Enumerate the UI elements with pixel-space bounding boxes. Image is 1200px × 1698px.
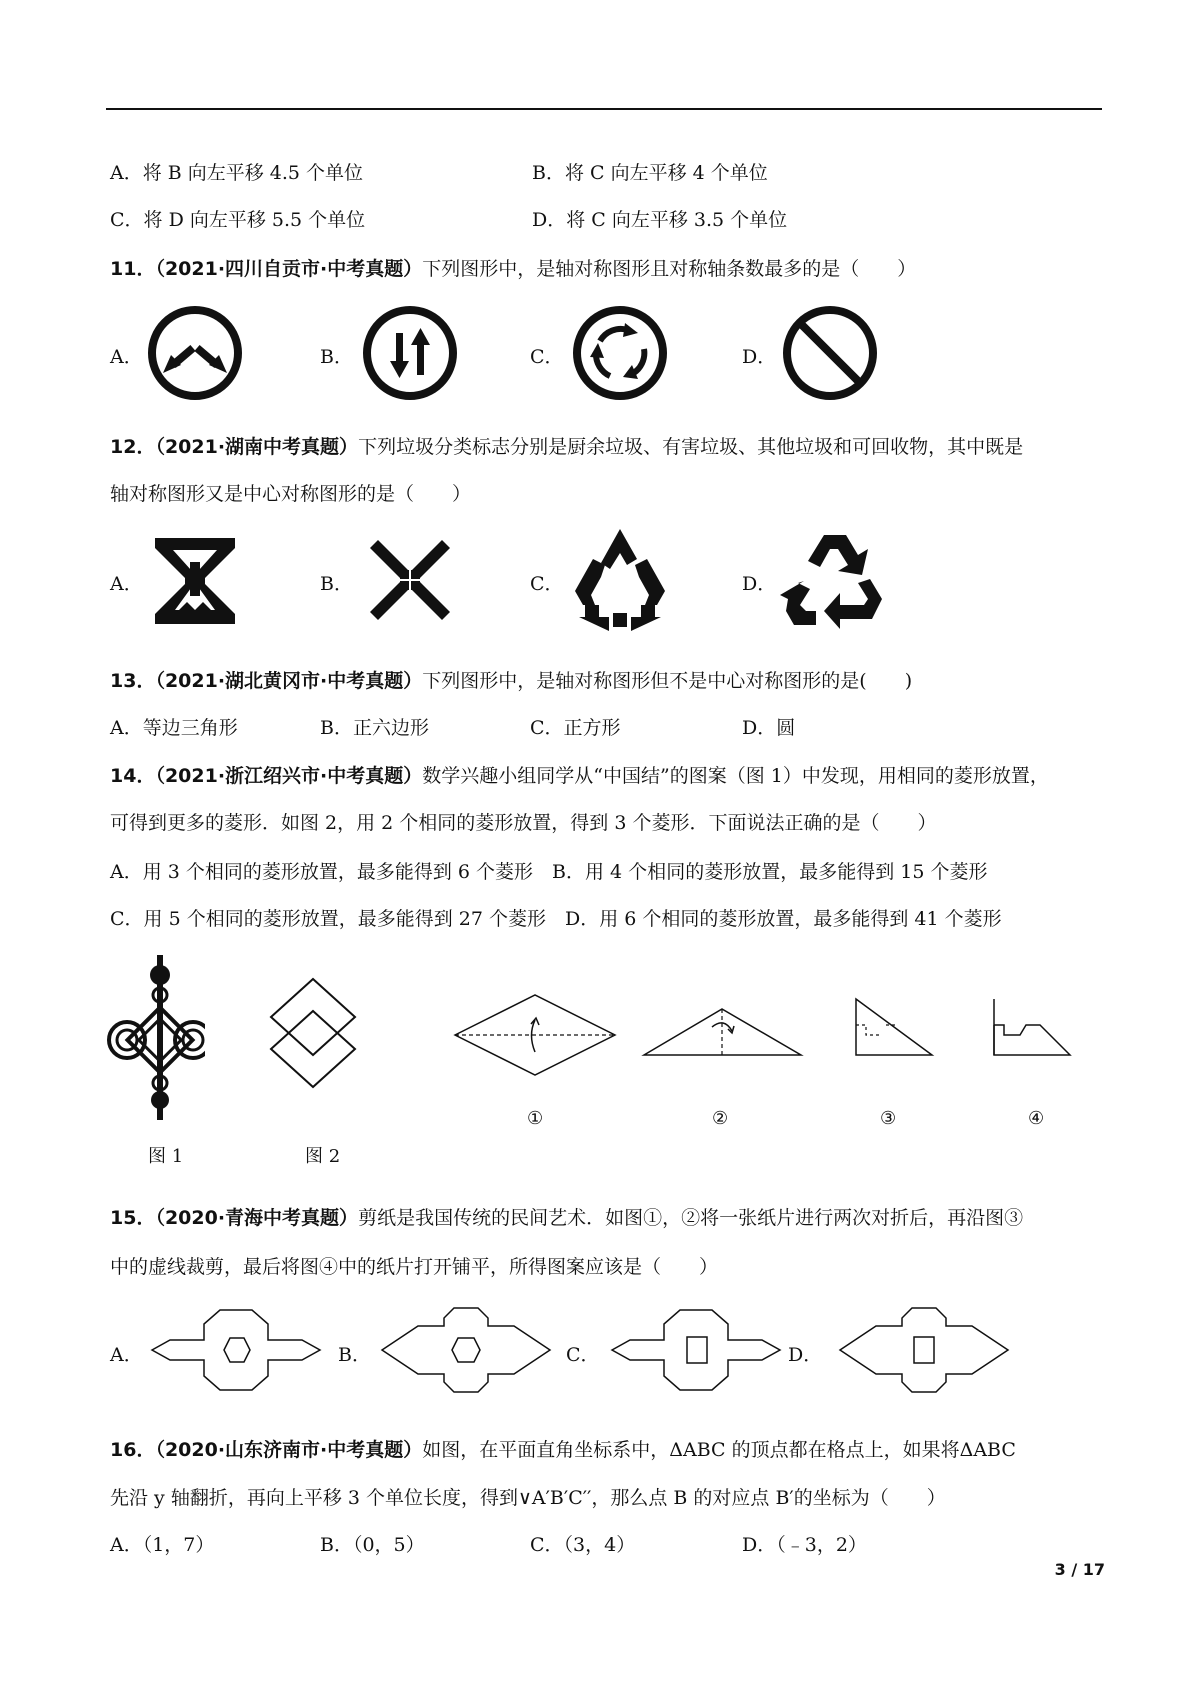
q14-source: （2021·浙江绍兴市·中考真题） <box>155 765 423 787</box>
q12-stem-line2: 轴对称图形又是中心对称图形的是（ ） <box>110 483 472 505</box>
q11-number: 11． <box>110 258 156 280</box>
q16-option-d: D．（﹣3，2） <box>742 1534 867 1556</box>
q10-option-a: A．将 B 向左平移 4.5 个单位 <box>110 162 364 184</box>
q13-option-a: A．等边三角形 <box>110 717 238 739</box>
q13-text: 下列图形中，是轴对称图形但不是中心对称图形的是( ) <box>422 670 913 692</box>
q11-label-b: B． <box>320 346 353 368</box>
q13-option-d: D．圆 <box>742 717 796 739</box>
q16-stem-line2: 先沿 y 轴翻折，再向上平移 3 个单位长度，得到∨A′B′C′′，那么点 B 的对应点 B′的坐标为（ ） <box>110 1487 946 1509</box>
q13-stem <box>110 666 912 693</box>
q14-stem-line2: 可得到更多的菱形．如图 2，用 2 个相同的菱形放置，得到 3 个菱形．下面说法正确的是（ ） <box>110 812 937 834</box>
q15-label-d: D． <box>788 1344 823 1366</box>
q12-label-b: B． <box>320 573 353 595</box>
q10-option-d: D．将 C 向左平移 3.5 个单位 <box>532 209 788 231</box>
step-3-label: ③ <box>880 1108 897 1129</box>
q11-stem <box>110 254 916 281</box>
step-2-label: ② <box>712 1108 729 1129</box>
two-way-sign-icon <box>360 303 460 403</box>
q12-label-c: C． <box>530 573 564 595</box>
no-entry-sign-icon <box>780 303 880 403</box>
q15-stem-line2: 中的虚线裁剪，最后将图④中的纸片打开铺平，所得图案应该是（ ） <box>110 1256 719 1278</box>
q14-stem-line1 <box>110 761 1049 788</box>
q15-label-b: B． <box>338 1344 371 1366</box>
q13-option-b: B．正六边形 <box>320 717 429 739</box>
q12-source: （2021·湖南中考真题） <box>155 436 359 458</box>
q16-source: （2020·山东济南市·中考真题） <box>155 1439 423 1461</box>
paper-cut-option-d-figure <box>836 1300 1011 1400</box>
recyclable-symbol-icon <box>780 525 890 635</box>
q12-stem-line1 <box>110 432 1023 459</box>
q16-option-c: C．（3，4） <box>530 1534 636 1556</box>
q12-label-d: D． <box>742 573 777 595</box>
page-number: 3 / 17 <box>1054 1560 1105 1579</box>
fold-step-2-figure <box>640 1005 805 1060</box>
q15-stem-line1 <box>110 1203 1023 1230</box>
fold-step-4-figure <box>990 995 1075 1059</box>
paper-cut-option-a-figure <box>148 1300 323 1400</box>
other-waste-recycle-symbol-icon <box>565 525 675 635</box>
q16-option-b: B．（0，5） <box>320 1534 425 1556</box>
paper-cut-option-c-figure <box>608 1300 783 1400</box>
q14-number: 14． <box>110 765 156 787</box>
q11-label-a: A． <box>110 346 143 368</box>
q11-label-c: C． <box>530 346 564 368</box>
q16-text1: 如图，在平面直角坐标系中，ΔABC 的顶点都在格点上，如果将ΔABC <box>422 1439 1016 1461</box>
fold-step-3-figure <box>852 995 937 1059</box>
divert-sign-icon <box>145 303 245 403</box>
q14-text1: 数学兴趣小组同学从“中国结”的图案（图 1）中发现，用相同的菱形放置， <box>422 765 1049 787</box>
header-rule <box>106 108 1102 110</box>
q15-text1: 剪纸是我国传统的民间艺术．如图①，②将一张纸片进行两次对折后，再沿图③ <box>358 1207 1024 1229</box>
paper-cut-option-b-figure <box>378 1300 553 1400</box>
figure-2-caption: 图 2 <box>305 1146 341 1167</box>
q10-option-b: B．将 C 向左平移 4 个单位 <box>532 162 768 184</box>
chinese-knot-figure <box>105 955 205 1120</box>
fold-step-1-figure <box>450 990 620 1080</box>
q12-number: 12． <box>110 436 156 458</box>
q14-options-ab: A．用 3 个相同的菱形放置，最多能得到 6 个菱形 B．用 4 个相同的菱形放置，最多能得到 15 个菱形 <box>110 861 988 883</box>
q13-option-c: C．正方形 <box>530 717 621 739</box>
q13-source: （2021·湖北黄冈市·中考真题） <box>155 670 423 692</box>
q13-number: 13． <box>110 670 156 692</box>
q11-label-d: D． <box>742 346 777 368</box>
step-4-label: ④ <box>1028 1108 1045 1129</box>
q12-label-a: A． <box>110 573 143 595</box>
figure-1-caption: 图 1 <box>148 1146 184 1167</box>
roundabout-sign-icon <box>570 303 670 403</box>
two-rhombus-figure <box>265 975 361 1091</box>
q15-number: 15． <box>110 1207 156 1229</box>
hazardous-waste-symbol-icon <box>360 530 460 630</box>
kitchen-waste-symbol-icon <box>145 530 245 630</box>
q15-source: （2020·青海中考真题） <box>155 1207 359 1229</box>
q10-option-c: C．将 D 向左平移 5.5 个单位 <box>110 209 366 231</box>
q16-option-a: A．（1，7） <box>110 1534 215 1556</box>
q11-text: 下列图形中，是轴对称图形且对称轴条数最多的是（ ） <box>422 258 917 280</box>
q15-label-a: A． <box>110 1344 143 1366</box>
q14-options-cd: C．用 5 个相同的菱形放置，最多能得到 27 个菱形 D．用 6 个相同的菱形放置，最多能得到 41 个菱形 <box>110 908 1002 930</box>
q11-source: （2021·四川自贡市·中考真题） <box>155 258 423 280</box>
q16-number: 16． <box>110 1439 156 1461</box>
q15-label-c: C． <box>566 1344 600 1366</box>
step-1-label: ① <box>527 1108 544 1129</box>
q16-stem-line1 <box>110 1435 1016 1462</box>
q12-text1: 下列垃圾分类标志分别是厨余垃圾、有害垃圾、其他垃圾和可回收物，其中既是 <box>358 436 1024 458</box>
